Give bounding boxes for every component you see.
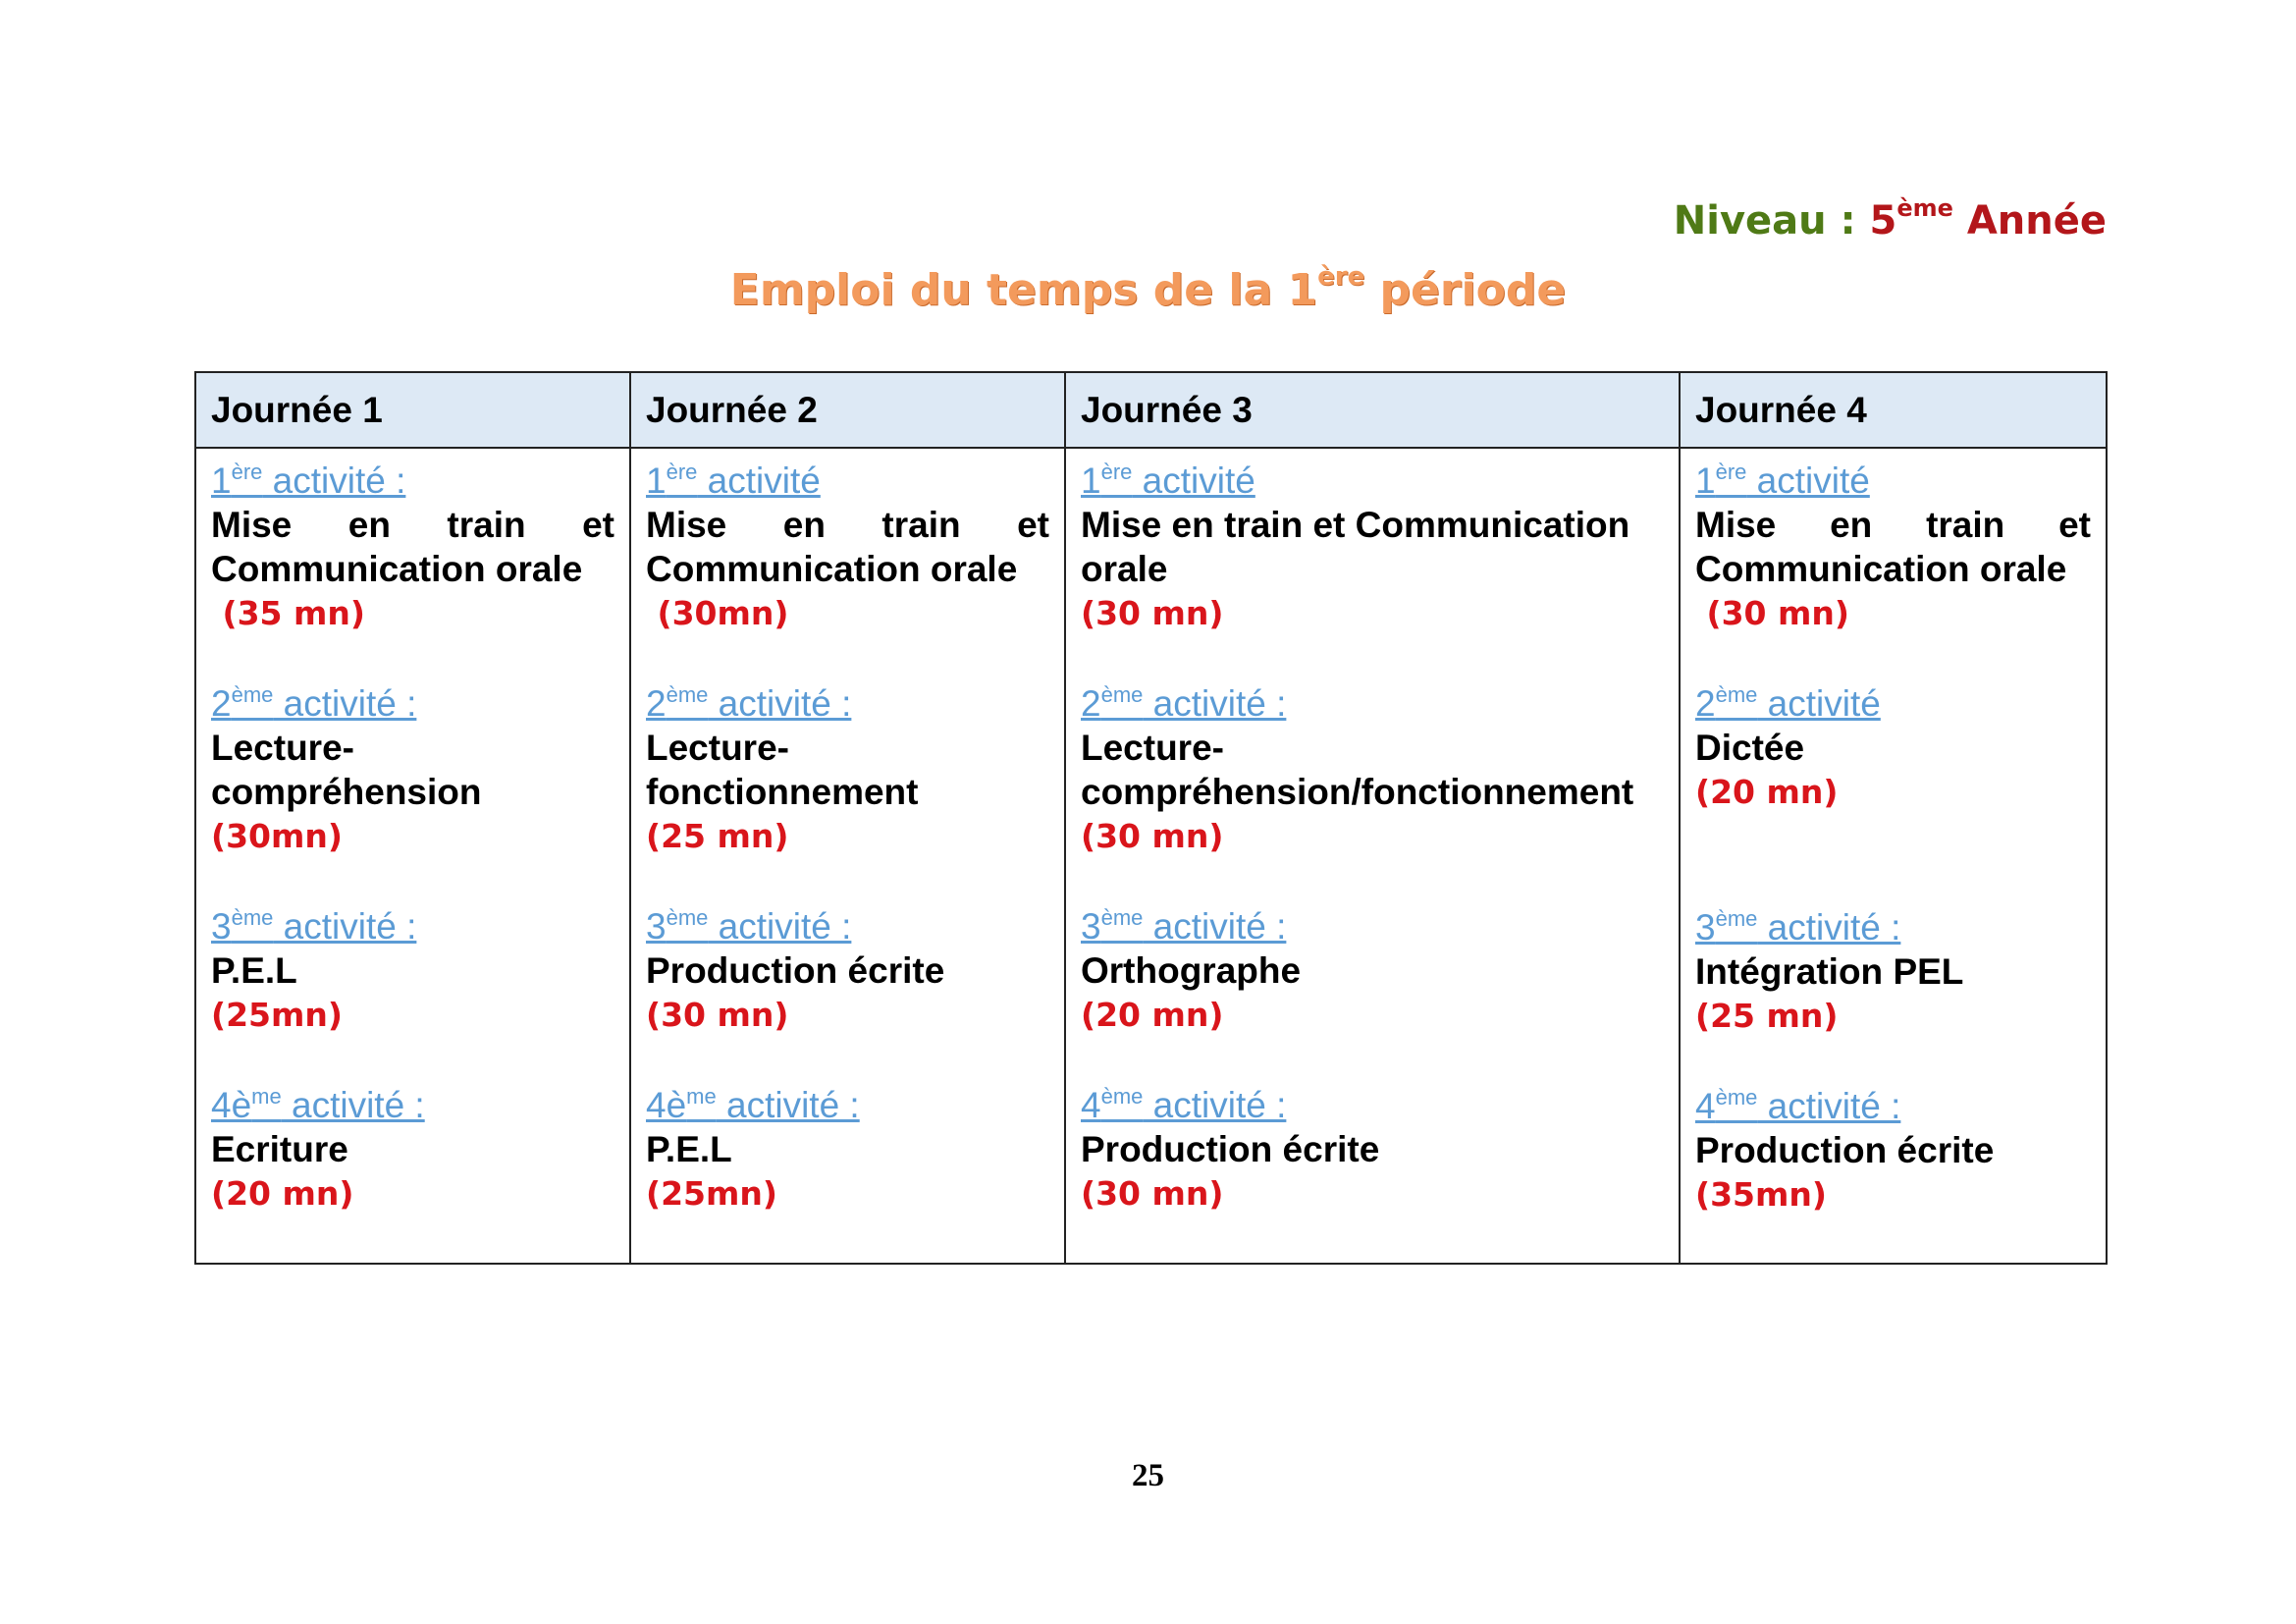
activity-block xyxy=(211,681,614,859)
activity-name: Production écrite xyxy=(646,950,945,991)
activity-block xyxy=(646,904,1049,1038)
activity-duration: (30mn) xyxy=(211,817,343,855)
day-cell-3 xyxy=(1065,448,1680,1264)
activity-duration: (20 mn) xyxy=(1081,996,1224,1034)
niveau-label: Niveau : xyxy=(1673,198,1870,244)
activity-name: Lecture-compréhension xyxy=(211,728,482,812)
activity-name: Production écrite xyxy=(1081,1129,1380,1169)
activity-duration: (25mn) xyxy=(211,996,343,1034)
activity-block xyxy=(646,681,1049,859)
activity-duration: (25 mn) xyxy=(646,817,789,855)
activity-name: Lecture-fonctionnement xyxy=(646,728,919,812)
activity-name: Intégration PEL xyxy=(1695,951,1964,992)
activity-duration: (30 mn) xyxy=(1081,594,1224,632)
activity-duration: (20 mn) xyxy=(1695,773,1839,811)
activity-block xyxy=(1695,1084,2091,1218)
niveau-heading xyxy=(1673,194,2107,244)
activity-label: 3ème activité : xyxy=(211,905,417,947)
activity-name: Mise en train et Communication orale xyxy=(1081,505,1630,589)
activity-block xyxy=(1695,905,2091,1039)
activity-name: P.E.L xyxy=(646,1129,732,1169)
activity-label: $4è^{me}$ activité : xyxy=(646,1084,860,1125)
activity-duration: (35mn) xyxy=(1695,1175,1827,1214)
activity-label: 2ème activité : xyxy=(1081,682,1287,724)
header-row xyxy=(195,372,2107,448)
activity-label: 1ère activité xyxy=(1695,460,1870,501)
activity-label: 2ème activité : xyxy=(211,682,417,724)
activity-duration: (30 mn) xyxy=(1081,817,1224,855)
activity-duration: (30mn) xyxy=(646,594,789,632)
activity-duration: (25 mn) xyxy=(1695,997,1839,1035)
day-cell-4 xyxy=(1680,448,2107,1264)
column-header-journee-3: Journée 3 xyxy=(1065,372,1680,448)
activity-block xyxy=(211,1083,614,1217)
activity-duration: (20 mn) xyxy=(211,1174,354,1213)
column-header-journee-1: Journée 1 xyxy=(195,372,630,448)
activity-name: Production écrite xyxy=(1695,1130,1995,1170)
activity-block xyxy=(1695,459,2091,636)
activity-label: 1ère activité : xyxy=(211,460,406,501)
activity-label: 2ème activité : xyxy=(646,682,852,724)
niveau-value: 5ème Année xyxy=(1869,194,2107,244)
activity-block xyxy=(1081,904,1664,1038)
activity-duration: (30 mn) xyxy=(1081,1174,1224,1213)
activity-name: Ecriture xyxy=(211,1129,348,1169)
page-number: 25 xyxy=(1132,1458,1164,1493)
activity-name: Mise en train et Communication orale xyxy=(211,505,614,589)
day-cell-1 xyxy=(195,448,630,1264)
activity-block xyxy=(1081,1083,1664,1217)
activity-label: 3ème activité : xyxy=(646,905,852,947)
day-cell-2 xyxy=(630,448,1065,1264)
activity-label: $4è^{me}$ activité : xyxy=(211,1084,425,1125)
activity-name: Dictée xyxy=(1695,728,1805,768)
page-title: Emploi du temps de la 1ère période xyxy=(729,262,1567,315)
activity-duration: (25mn) xyxy=(646,1174,777,1213)
activity-name: Orthographe xyxy=(1081,950,1302,991)
activity-block xyxy=(646,459,1049,636)
activity-label: 4ème activité : xyxy=(1081,1084,1287,1125)
activities-row xyxy=(195,448,2107,1264)
activity-label: 3ème activité : xyxy=(1695,906,1901,947)
activity-label: 3ème activité : xyxy=(1081,905,1287,947)
activity-name: P.E.L xyxy=(211,950,297,991)
activity-duration: (30 mn) xyxy=(646,996,789,1034)
activity-duration: (30 mn) xyxy=(1695,594,1849,632)
activity-label: 1ère activité xyxy=(646,460,821,501)
activity-block xyxy=(1695,681,2091,815)
activity-name: Lecture-compréhension/fonctionnement xyxy=(1081,728,1634,812)
activity-label: 1ère activité xyxy=(1081,460,1255,501)
activity-duration: (35 mn) xyxy=(211,594,365,632)
column-header-journee-4: Journée 4 xyxy=(1680,372,2107,448)
activity-name: Mise en train et Communication orale xyxy=(1695,505,2091,589)
activity-name: Mise en train et Communication orale xyxy=(646,505,1049,589)
activity-block xyxy=(1081,681,1664,859)
activity-block xyxy=(646,1083,1049,1217)
schedule-table xyxy=(194,371,2108,1265)
activity-block xyxy=(211,459,614,636)
activity-block xyxy=(211,904,614,1038)
activity-label: 2ème activité xyxy=(1695,682,1881,724)
column-header-journee-2: Journée 2 xyxy=(630,372,1065,448)
activity-block xyxy=(1081,459,1664,636)
activity-label: 4ème activité : xyxy=(1695,1085,1901,1126)
